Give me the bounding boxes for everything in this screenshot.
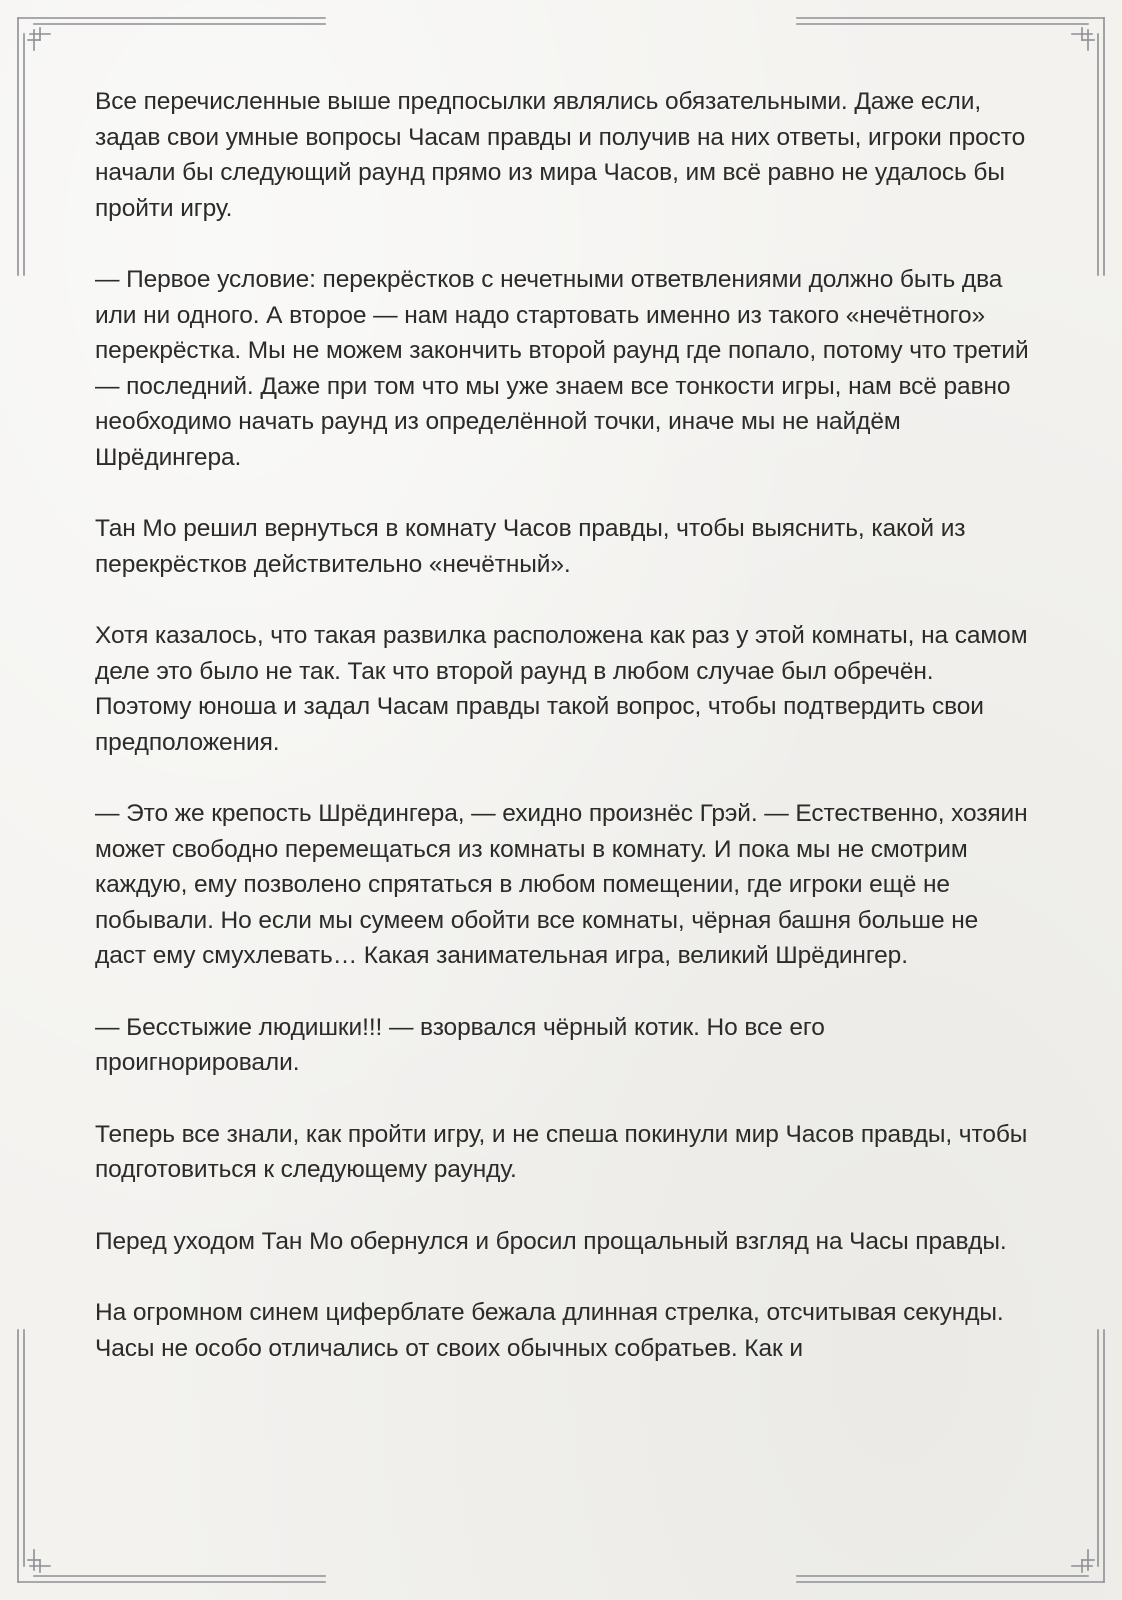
paragraph-5: — Это же крепость Шрёдингера, — ехидно произнёс Грэй. — Естественно, хозяин может свободно перемещаться из комнаты в комнату. И пока мы не смотрим каждую, ему позволено спрятаться в любом помещении, где игроки ещё не побывали. Но если мы сумеем обойти все комнаты, чёрная башня больше не даст ему смухлевать… Какая занимательная игра, великий Шрёдингер.	[95, 800, 1028, 969]
paragraph-6: — Бесстыжие людишки!!! — взорвался чёрный котик. Но все его проигнорировали.	[95, 1013, 825, 1076]
paragraph-1: Все перечисленные выше предпосылки являлись обязательными. Даже если, задав свои умные вопросы Часам правды и получив на них ответы, игроки просто начали бы следующий раунд прямо из мира Часов, им всё равно не удалось бы пройти игру.	[95, 88, 1026, 222]
paragraph-4: Хотя казалось, что такая развилка расположена как раз у этой комнаты, на самом деле это было не так. Так что второй раунд в любом случае был обречён. Поэтому юноша и задал Часам правды такой вопрос, чтобы подтвердить свои предположения.	[95, 622, 1028, 756]
paragraph-2: — Первое условие: перекрёстков с нечетными ответвлениями должно быть два или ни одного. А второе — нам надо стартовать именно из такого «нечётного» перекрёстка. Мы не можем закончить второй раунд где попало, потому что третий — последний. Даже при том что мы уже знаем все тонкости игры, нам всё равно необходимо начать раунд из определённой точки, иначе мы не найдём Шрёдингера.	[95, 266, 1029, 471]
document-body	[95, 84, 1030, 1402]
paragraph-7: Теперь все знали, как пройти игру, и не спеша покинули мир Часов правды, чтобы подготовиться к следующему раунду.	[95, 1120, 1028, 1183]
paragraph-3: Тан Мо решил вернуться в комнату Часов правды, чтобы выяснить, какой из перекрёстков действительно «нечётный».	[95, 515, 966, 578]
paragraph-8: Перед уходом Тан Мо обернулся и бросил прощальный взгляд на Часы правды.	[95, 1227, 1007, 1255]
paragraph-9: На огромном синем циферблате бежала длинная стрелка, отсчитывая секунды. Часы не особо отличались от своих обычных собратьев. Как и	[95, 1299, 1004, 1362]
